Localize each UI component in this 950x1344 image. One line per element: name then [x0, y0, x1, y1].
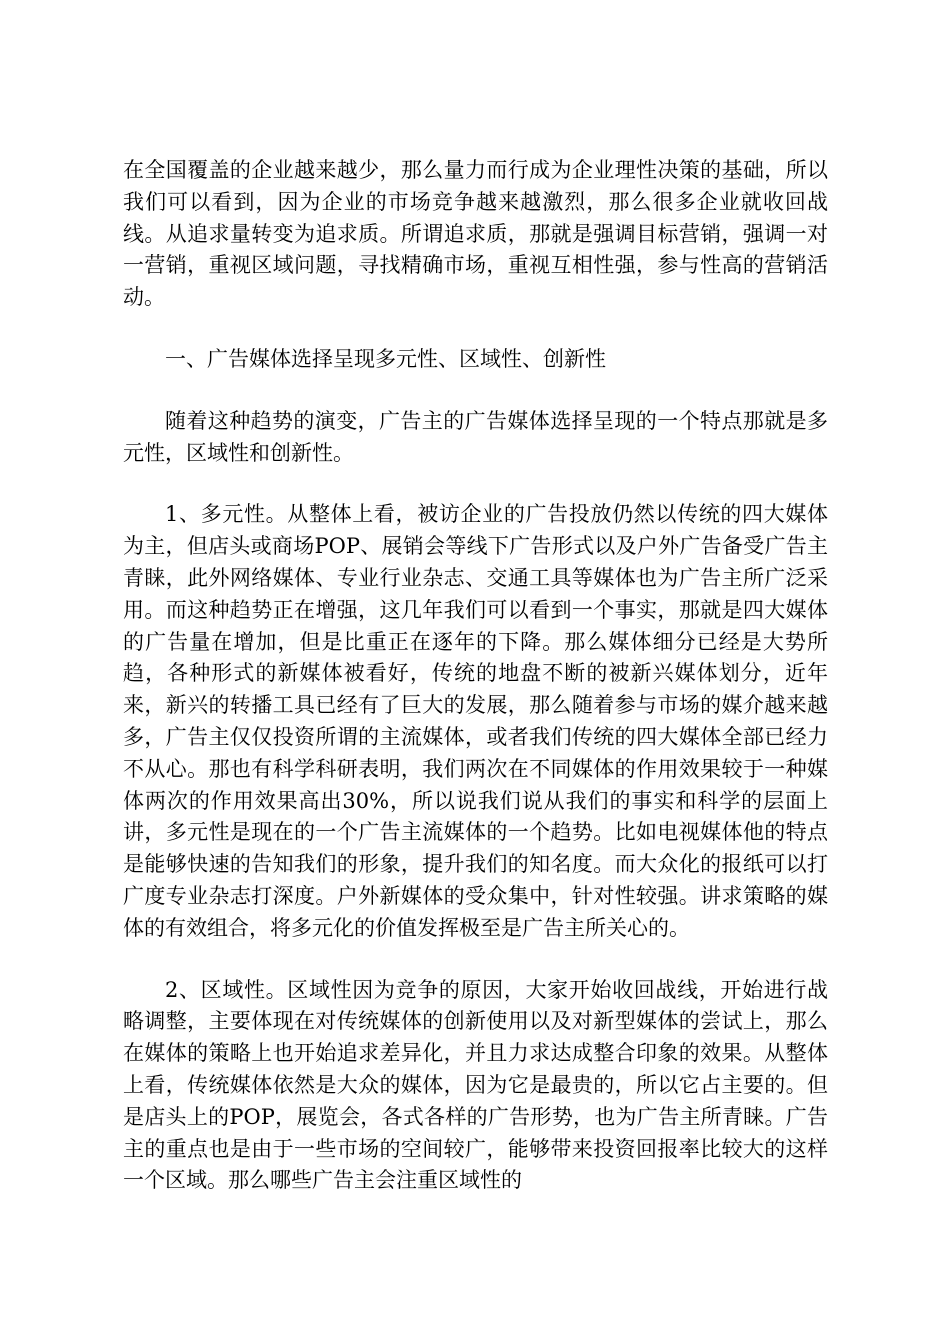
- paragraph-regional: 2、区域性。区域性因为竞争的原因，大家开始收回战线，开始进行战略调整，主要体现在对传统媒体的创新使用以及对新型媒体的尝试上，那么在媒体的策略上也开始追求差异化，并且力求达成整合印象的效果。从整体上看，传统媒体依然是大众的媒体，因为它是最贵的，所以它占主要的。但是店头上的POP，展览会，各式各样的广告形势，也为广告主所青睐。广告主的重点也是由于一些市场的空间较广，能够带来投资回报率比较大的这样一个区域。那么哪些广告主会注重区域性的: [123, 977, 828, 1193]
- document-body: [123, 155, 828, 1227]
- section-heading: 一、广告媒体选择呈现多元性、区域性、创新性: [165, 346, 606, 371]
- paragraph-intro: 随着这种趋势的演变，广告主的广告媒体选择呈现的一个特点那就是多元性，区域性和创新性。: [123, 408, 828, 465]
- paragraph-continuation: 在全国覆盖的企业越来越少，那么量力而行成为企业理性决策的基础，所以我们可以看到，因为企业的市场竞争越来越激烈，那么很多企业就收回战线。从追求量转变为追求质。所谓追求质，那就是强调目标营销，强调一对一营销，重视区域问题，寻找精确市场，重视互相性强，参与性高的营销活动。: [123, 158, 828, 310]
- paragraph-diversity: 1、多元性。从整体上看，被访企业的广告投放仍然以传统的四大媒体为主，但店头或商场POP、展销会等线下广告形式以及户外广告备受广告主青睐，此外网络媒体、专业行业杂志、交通工具等媒体也为广告主所广泛采用。而这种趋势正在增强，这几年我们可以看到一个事实，那就是四大媒体的广告量在增加，但是比重正在逐年的下降。那么媒体细分已经是大势所趋，各种形式的新媒体被看好，传统的地盘不断的被新兴媒体划分，近年来，新兴的转播工具已经有了巨大的发展，那么随着参与市场的媒介越来越多，广告主仅仅投资所谓的主流媒体，或者我们传统的四大媒体全部已经力不从心。那也有科学科研表明，我们两次在不同媒体的作用效果较于一种媒体两次的作用效果高出30%，所以说我们说从我们的事实和科学的层面上讲，多元性是现在的一个广告主流媒体的一个趋势。比如电视媒体他的特点是能够快速的告知我们的形象，提升我们的知名度。而大众化的报纸可以打广度专业杂志打深度。户外新媒体的受众集中，针对性较强。讲求策略的媒体的有效组合，将多元化的价值发挥极至是广告主所关心的。: [123, 502, 828, 940]
